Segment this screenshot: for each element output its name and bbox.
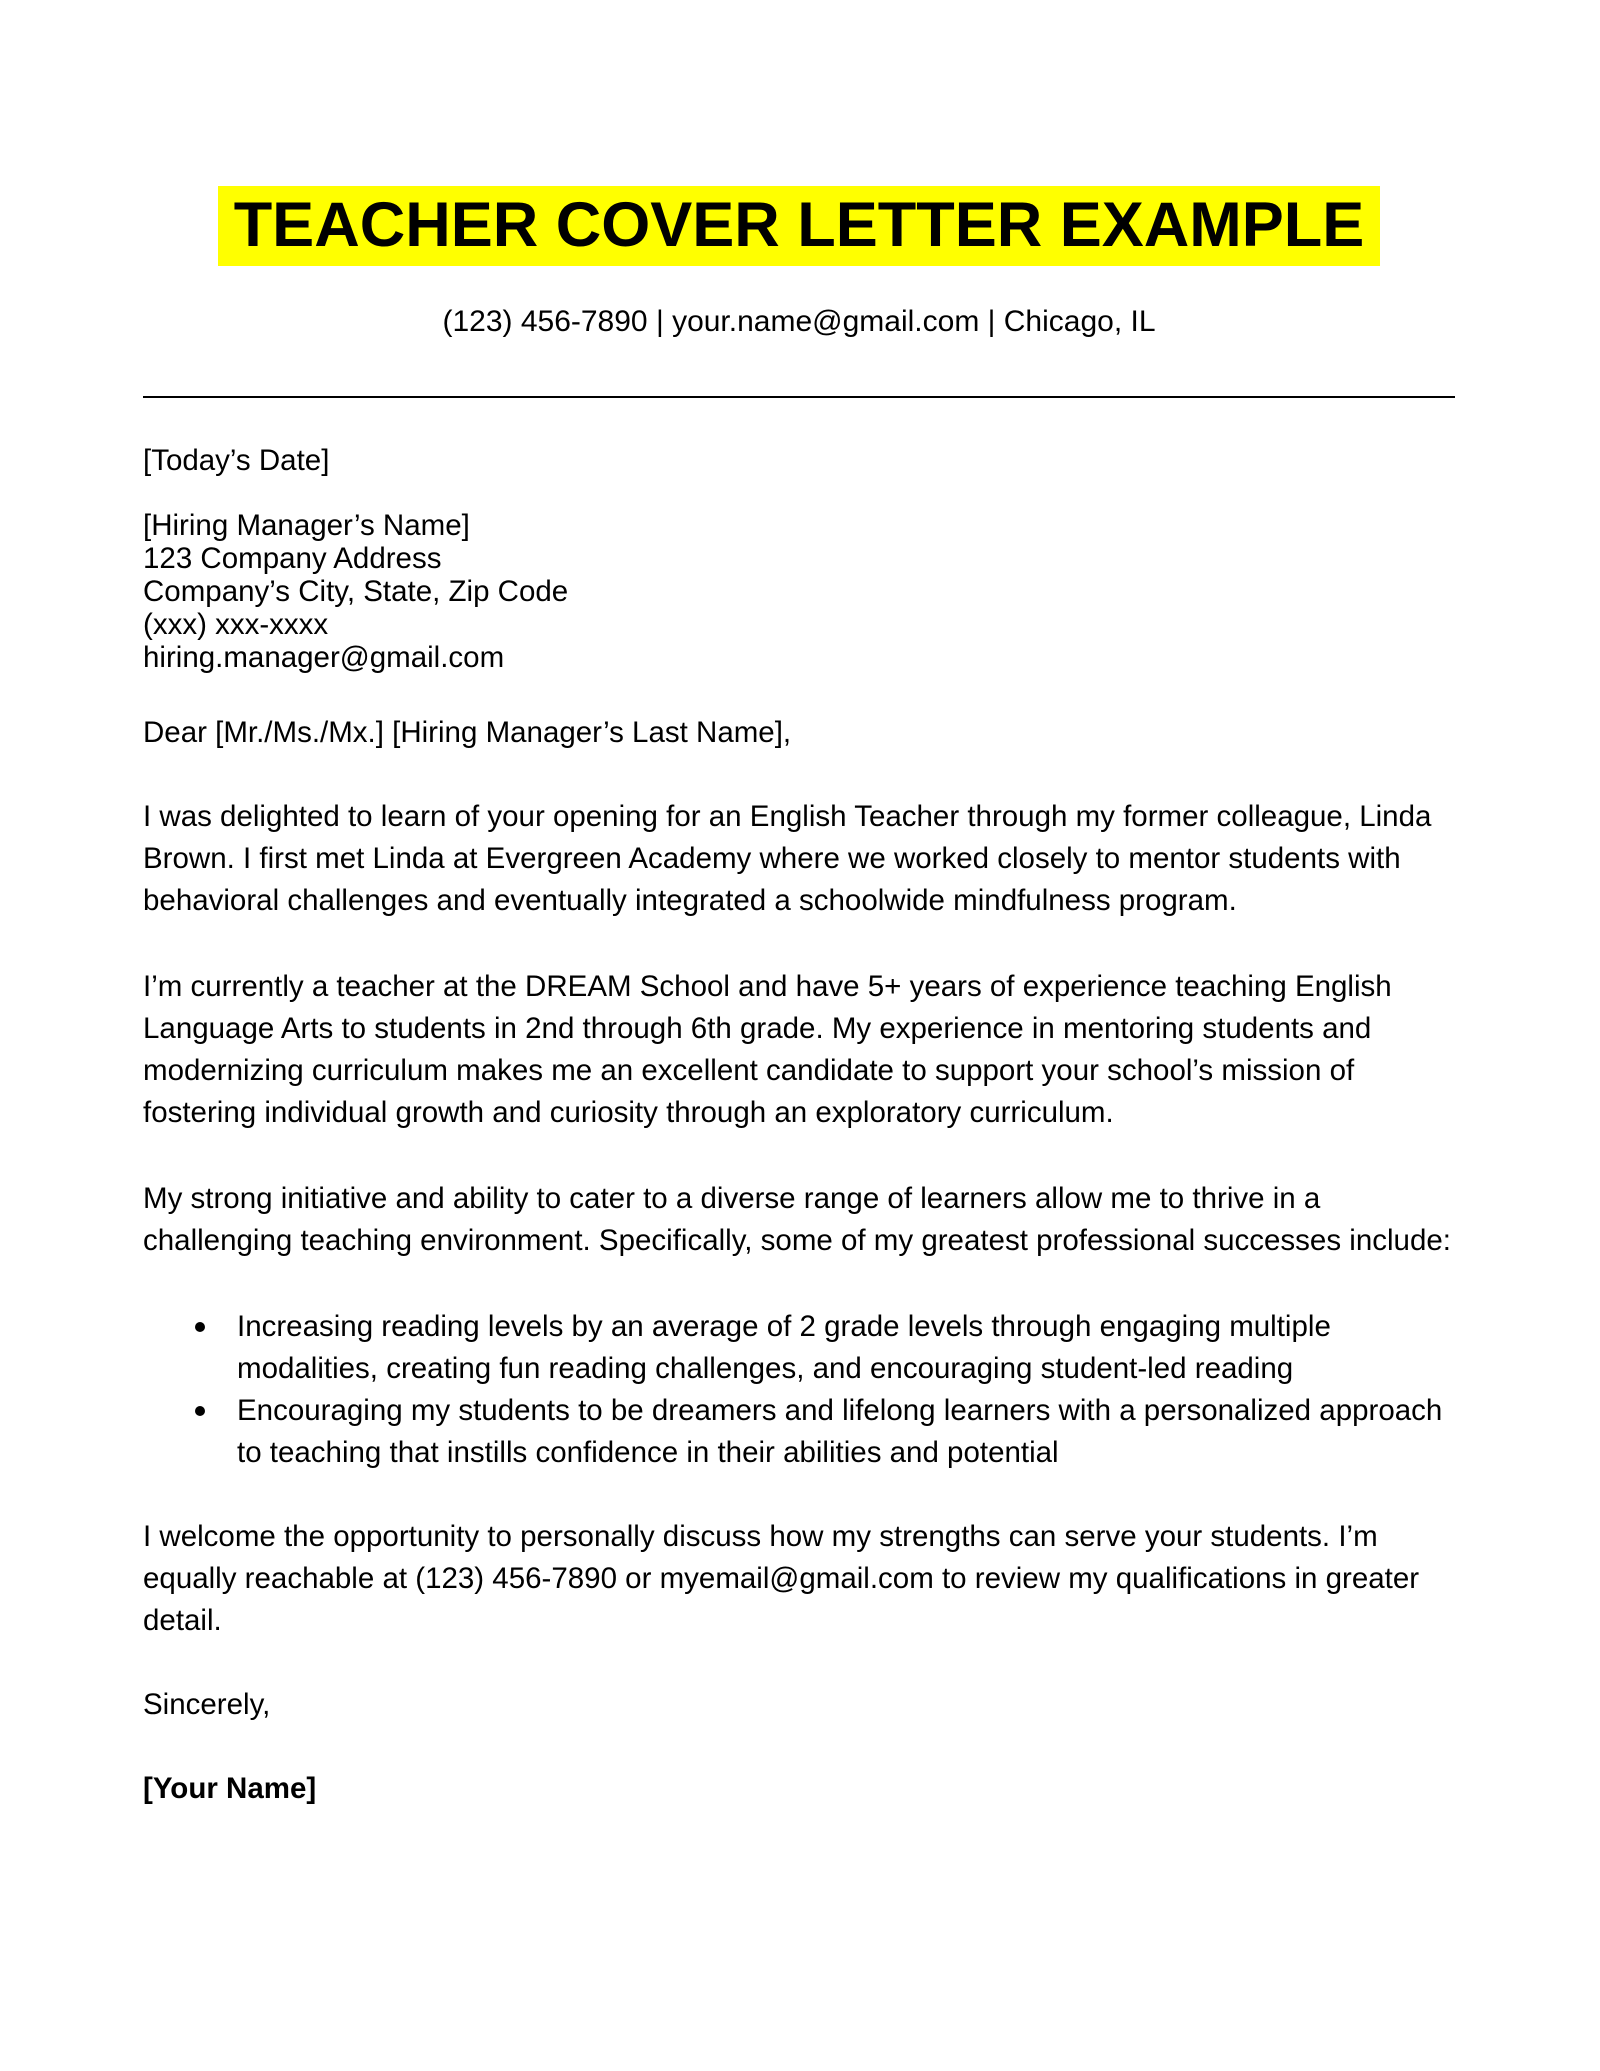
recipient-email: hiring.manager@gmail.com <box>143 641 505 674</box>
list-item <box>143 1306 1455 1390</box>
achievements-list <box>143 1306 1455 1474</box>
page-title: TEACHER COVER LETTER EXAMPLE <box>218 186 1381 266</box>
paragraph-closing: I welcome the opportunity to personally discuss how my strengths can serve your students. I’m equally reachable at (123) 456-7890 or myemail@gmail.com to review my qualifications in greater detail. <box>143 1520 1420 1637</box>
bullet-icon <box>195 1322 205 1332</box>
page-content <box>0 186 1600 1810</box>
sign-off-line: Sincerely, <box>143 1688 271 1721</box>
signature-name: [Your Name] <box>143 1772 317 1805</box>
letter-body <box>143 444 1455 1810</box>
list-item <box>143 1390 1455 1474</box>
recipient-city-state-zip: Company’s City, State, Zip Code <box>143 575 569 608</box>
title-row <box>143 186 1455 266</box>
bullet-icon <box>195 1406 205 1416</box>
paragraph-introduction: I was delighted to learn of your opening for an English Teacher through my former colleague, Linda Brown. I first met Linda at Evergreen Academy where we worked closely to mentor students with behavioral challenges and eventually integrated a schoolwide mindfulness program. <box>143 800 1432 917</box>
date-line: [Today’s Date] <box>143 444 330 477</box>
recipient-block <box>143 509 1455 674</box>
salutation-line: Dear [Mr./Ms./Mx.] [Hiring Manager’s Last Name], <box>143 716 792 749</box>
recipient-phone: (xxx) xxx-xxxx <box>143 608 329 641</box>
contact-info-line: (123) 456-7890 | your.name@gmail.com | Chicago, IL <box>442 305 1156 338</box>
header-divider <box>143 396 1455 398</box>
letter-header <box>143 186 1455 398</box>
recipient-name: [Hiring Manager’s Name] <box>143 509 470 542</box>
achievement-text: Encouraging my students to be dreamers and lifelong learners with a personalized approach to teaching that instills confidence in their abilities and potential <box>237 1394 1443 1469</box>
paragraph-successes-lead-in: My strong initiative and ability to cater to a diverse range of learners allow me to thrive in a challenging teaching environment. Specifically, some of my greatest professional successes include: <box>143 1182 1451 1257</box>
achievement-text: Increasing reading levels by an average of 2 grade levels through engaging multiple modalities, creating fun reading challenges, and encouraging student-led reading <box>237 1310 1331 1385</box>
paragraph-experience: I’m currently a teacher at the DREAM School and have 5+ years of experience teaching English Language Arts to students in 2nd through 6th grade. My experience in mentoring students and modernizing curriculum makes me an excellent candidate to support your school’s mission of fostering individual growth and curiosity through an exploratory curriculum. <box>143 970 1392 1129</box>
recipient-address: 123 Company Address <box>143 542 442 575</box>
